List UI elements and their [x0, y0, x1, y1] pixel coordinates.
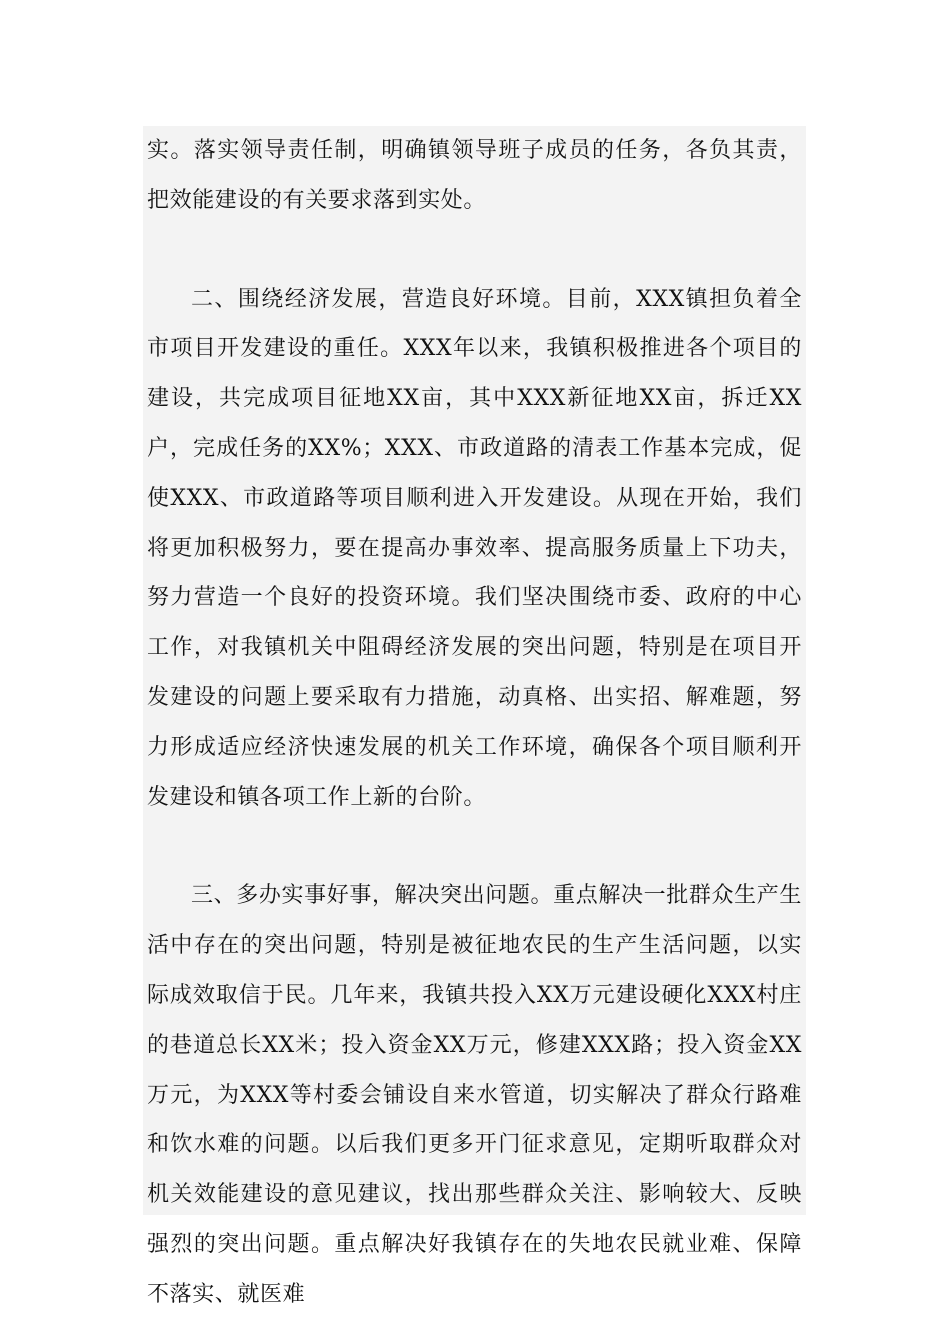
paragraph-economic-development: 二、围绕经济发展，营造良好环境。目前，XXX镇担负着全市项目开发建设的重任。XXX年以来，我镇积极推进各个项目的建设，共完成项目征地XX亩，其中XXX新征地XX亩，拆迁XX户，完成任务的XX%；XXX、市政道路的清表工作基本完成，促使XXX、市政道路等项目顺利进入开发建设。从现在开始，我们将更加积极努力，要在提高办事效率、提高服务质量上下功夫，努力营造一个良好的投资环境。我们坚决围绕市委、政府的中心工作，对我镇机关中阻碍经济发展的突出问题，特别是在项目开发建设的问题上要采取有力措施，动真格、出实招、解难题，努力形成适应经济快速发展的机关工作环境，确保各个项目顺利开发建设和镇各项工作上新的台阶。	[147, 286, 802, 810]
paragraph-practical-matters: 三、多办实事好事，解决突出问题。重点解决一批群众生产生活中存在的突出问题，特别是被征地农民的生产生活问题，以实际成效取信于民。几年来，我镇共投入XX万元建设硬化XXX村庄的巷道总长XX米；投入资金XX万元，修建XXX路；投入资金XX万元，为XXX等村委会铺设自来水管道，切实解决了群众行路难和饮水难的问题。以后我们更多开门征求意见，定期听取群众对机关效能建设的意见建议，找出那些群众关注、影响较大、反映强烈的突出问题。重点解决好我镇存在的失地农民就业难、保障不落实、就医难	[147, 883, 802, 1307]
paragraph-spacer	[147, 822, 802, 871]
paragraph-spacer	[147, 226, 802, 275]
document-body	[143, 126, 806, 1307]
paragraph-continuation: 实。落实领导责任制，明确镇领导班子成员的任务，各负其责，把效能建设的有关要求落到实处。	[147, 138, 802, 213]
